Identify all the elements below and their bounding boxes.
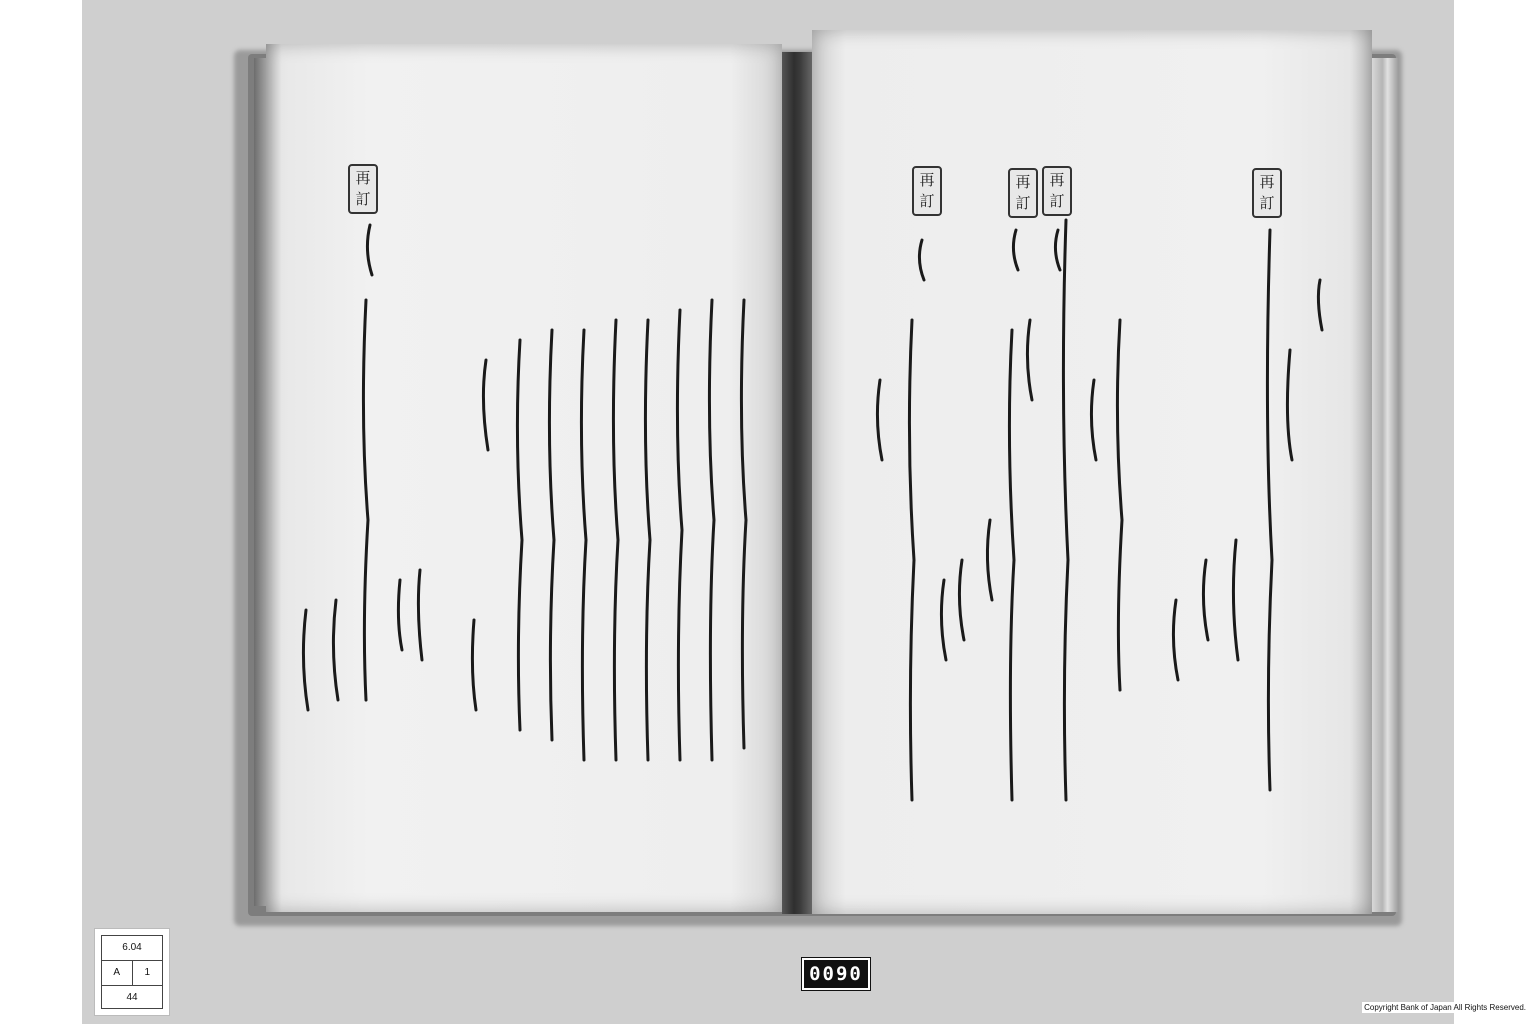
revision-seal [348, 164, 378, 214]
book-gutter [782, 52, 812, 914]
right-page-edges [1372, 58, 1398, 912]
ref-row-2-right: 1 [144, 967, 151, 978]
seal-char: 再 [1015, 173, 1031, 191]
revision-seal [1252, 168, 1282, 218]
seal-char: 訂 [919, 192, 935, 210]
frame-number: 0090 [802, 958, 870, 990]
ref-row-2 [102, 961, 162, 986]
seal-char: 訂 [355, 190, 371, 208]
seal-char: 再 [1259, 173, 1275, 191]
seal-char: 再 [1049, 171, 1065, 189]
copyright-notice: Copyright Bank of Japan All Rights Reserved. [1364, 1003, 1526, 1012]
revision-seal [1008, 168, 1038, 218]
right-page [812, 30, 1372, 914]
seal-char: 訂 [1049, 192, 1065, 210]
seal-char: 訂 [1259, 194, 1275, 212]
revision-seal [912, 166, 942, 216]
ref-row-3: 44 [126, 992, 138, 1003]
seal-char: 訂 [1015, 194, 1031, 212]
left-page [266, 44, 782, 912]
seal-char: 再 [919, 171, 935, 189]
ref-row-1: 6.04 [102, 936, 162, 961]
ref-row-2-left: A [102, 961, 133, 985]
revision-seal [1042, 166, 1072, 216]
reference-card-table [101, 935, 163, 1009]
reference-card [94, 928, 170, 1016]
seal-char: 再 [355, 169, 371, 187]
